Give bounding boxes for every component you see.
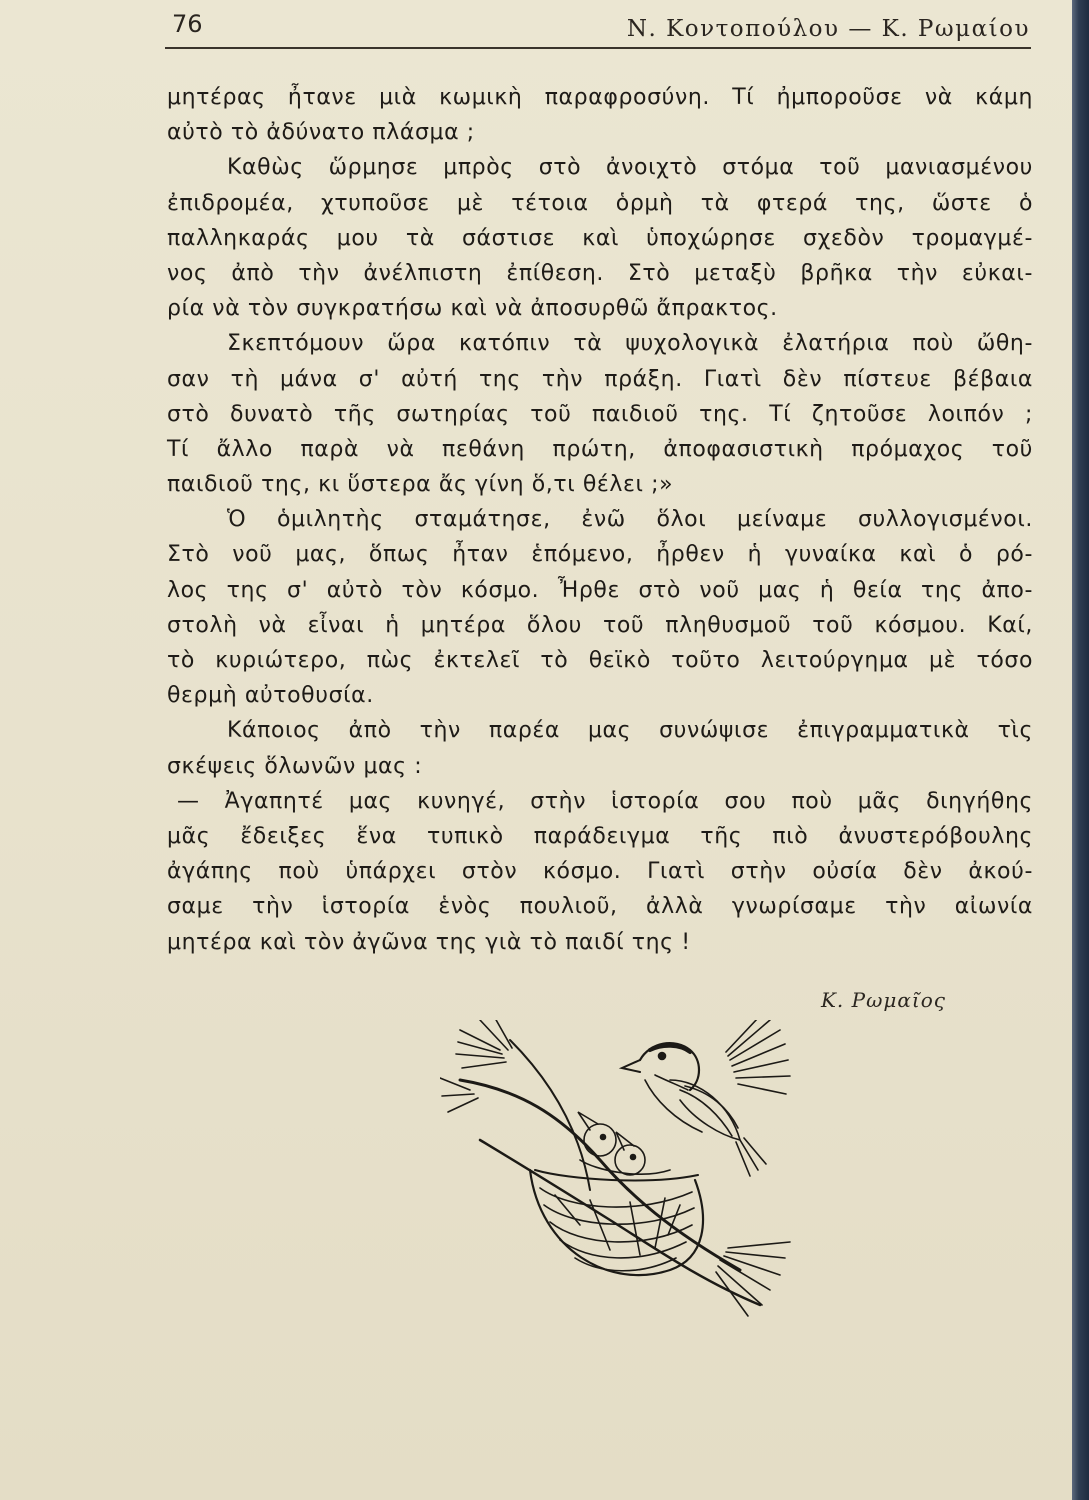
text-line: λος της σ' αὐτὸ τὸν κόσμο. Ἦρθε στὸ νοῦ μας ἡ θεία της ἀπο- (167, 577, 1033, 603)
ink-drawing (440, 1020, 790, 1316)
text-line: παλληκαράς μου τὰ σάστισε καὶ ὑποχώρησε σχεδὸν τρομαγμέ- (167, 225, 1033, 251)
text-line: ρία νὰ τὸν συγκρατήσω καὶ νὰ ἀποσυρθῶ ἄπρακτος. (167, 296, 778, 322)
text-line: Τί ἄλλο παρὰ νὰ πεθάνη πρώτη, ἀποφασιστικὴ πρόμαχος τοῦ (167, 436, 1033, 462)
text-line: τὸ κυριώτερο, πὼς ἐκτελεῖ τὸ θεϊκὸ τοῦτο λειτούργημα μὲ τόσο (167, 648, 1033, 673)
pine-needles-left (440, 1020, 512, 1112)
text-line: μητέρα καὶ τὸν ἀγῶνα της γιὰ τὸ παιδί της ! (167, 929, 691, 955)
text-line: σαν τὴ μάνα σ' αὐτή της τὴν πράξη. Γιατὶ δὲν πίστευε βέβαια (167, 366, 1033, 392)
text-line: ἐπιδρομέα, χτυποῦσε μὲ τέτοια ὁρμὴ τὰ φτερά της, ὥστε ὁ (167, 190, 1033, 216)
parent-bird (622, 1043, 766, 1176)
header-rule (165, 47, 1031, 49)
pine-needles-right (726, 1020, 790, 1094)
author-signature: Κ. Ρωμαῖος (820, 988, 946, 1012)
text-line: σκέψεις ὅλωνῶν μας : (167, 753, 423, 779)
text-line: σαμε τὴν ἱστορία ἑνὸς πουλιοῦ, ἀλλὰ γνωρίσαμε τὴν αἰωνία (167, 894, 1033, 920)
text-line: μᾶς ἔδειξες ἕνα τυπικὸ παράδειγμα τῆς πιὸ ἀνυστερόβουλης (167, 823, 1033, 849)
text-line: ἀγάπης ποὺ ὑπάρχει στὸν κόσμο. Γιατὶ στὴν οὐσία δὲν ἀκού- (167, 859, 1033, 885)
text-line: νος ἀπὸ τὴν ἀνέλπιστη ἐπίθεση. Στὸ μεταξὺ βρῆκα τὴν εὐκαι- (167, 260, 1033, 286)
book-spine-edge (1072, 0, 1089, 1500)
text-line: θερμὴ αὐτοθυσία. (167, 683, 374, 709)
text-line: στολὴ νὰ εἶναι ἡ μητέρα ὅλου τοῦ πληθυσμοῦ τοῦ κόσμου. Καί, (167, 612, 1033, 638)
running-head: Ν. Κοντοπούλου — Κ. Ρωμαίου (626, 16, 1030, 42)
text-line: — Ἀγαπητέ μας κυνηγέ, στὴν ἱστορία σου ποὺ μᾶς διηγήθης (177, 788, 1033, 814)
bird-nest-illustration (440, 1020, 800, 1320)
body-text (167, 80, 1033, 960)
text-line: Σκεπτόμουν ὥρα κατόπιν τὰ ψυχολογικὰ ἐλατήρια ποὺ ὤθη- (227, 331, 1033, 357)
text-line: Καθὼς ὥρμησε μπρὸς στὸ ἀνοιχτὸ στόμα τοῦ μανιασμένου (227, 155, 1033, 181)
text-line: αὐτὸ τὸ ἀδύνατο πλάσμα ; (167, 120, 475, 146)
branch-lower (480, 1140, 760, 1305)
text-line: παιδιοῦ της, κι ὕστερα ἄς γίνη ὅ,τι θέλει ;» (167, 472, 674, 498)
text-line: Στὸ νοῦ μας, ὅπως ἦταν ἑπόμενο, ἦρθεν ἡ γυναίκα καὶ ὁ ρό- (167, 542, 1033, 568)
page-number: 76 (172, 10, 203, 38)
text-line: μητέρας ἦτανε μιὰ κωμικὴ παραφροσύνη. Τί ἠμποροῦσε νὰ κάμη (167, 85, 1033, 110)
text-line: στὸ δυνατὸ τῆς σωτηρίας τοῦ παιδιοῦ της. Τί ζητοῦσε λοιπόν ; (167, 401, 1033, 427)
pine-needles-bottom (716, 1242, 790, 1316)
chick-head (615, 1145, 645, 1175)
text-line: Ὁ ὁμιλητὴς σταμάτησε, ἐνῶ ὅλοι μείναμε συλλογισμένοι. (227, 507, 1033, 533)
text-line: Κάποιος ἀπὸ τὴν παρέα μας συνώψισε ἐπιγραμματικὰ τὶς (227, 718, 1033, 744)
